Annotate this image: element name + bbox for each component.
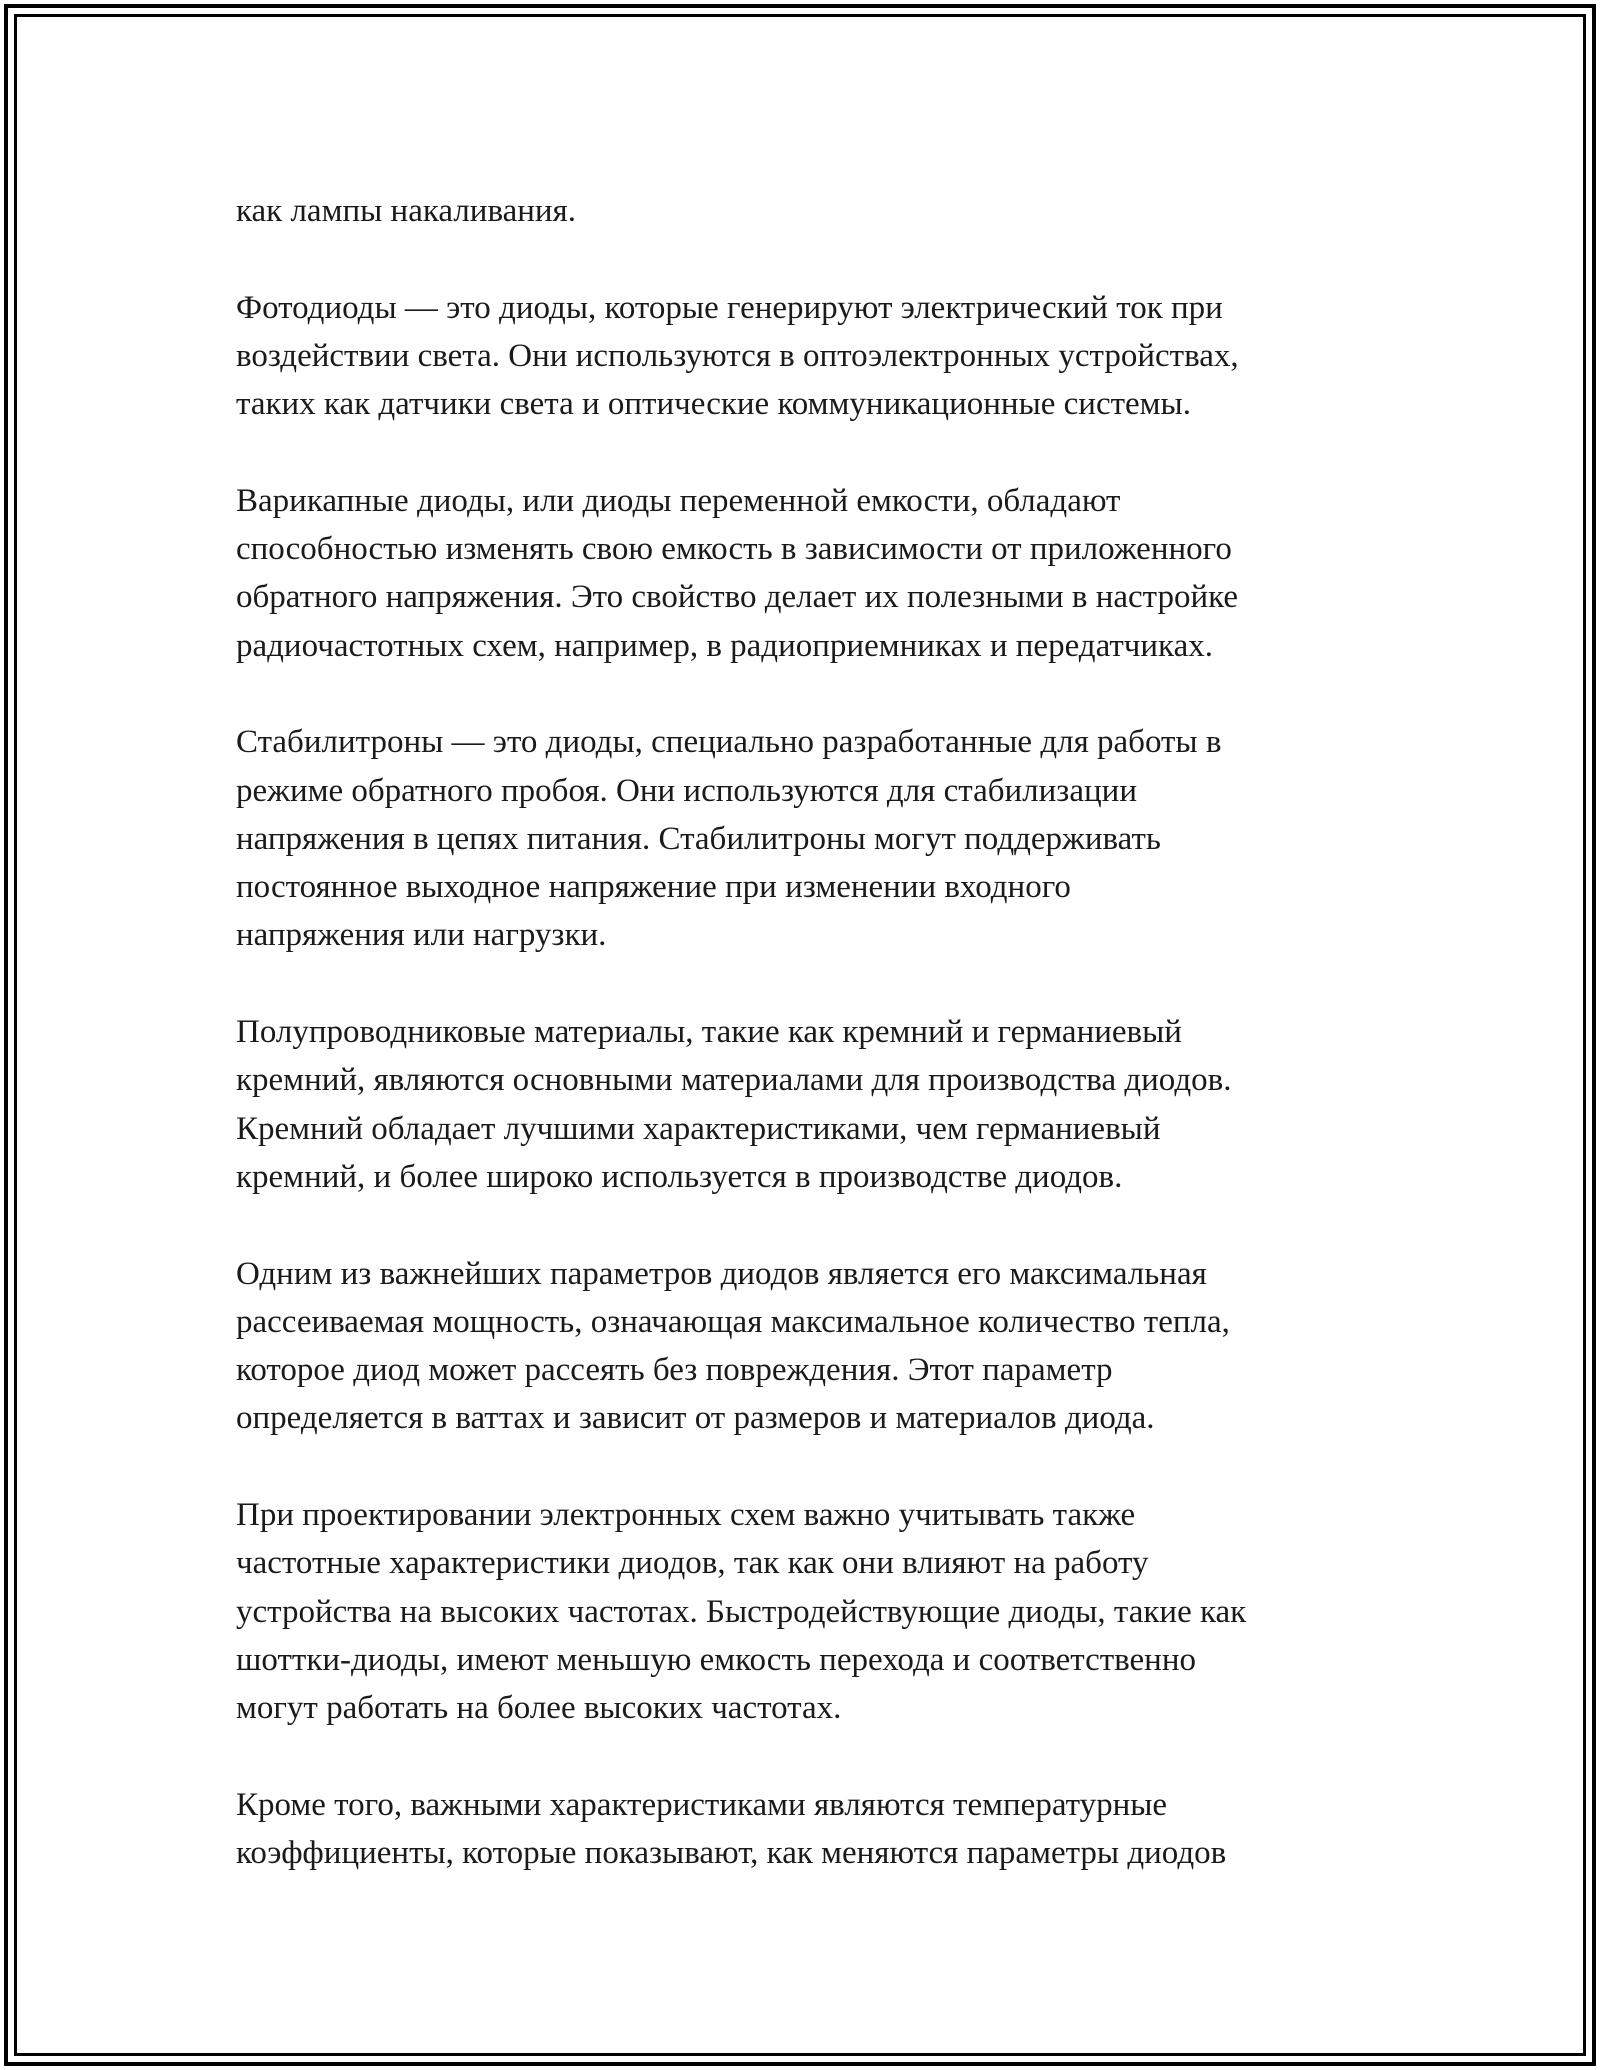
text-line: При проектировании электронных схем важно учитывать также [236, 1497, 1136, 1534]
text-line: Стабилитроны — это диоды, специально разработанные для работы в [236, 724, 1222, 761]
text-line: воздействии света. Они используются в оптоэлектронных устройствах, [236, 337, 1239, 374]
text-line: Кремний обладает лучшими характеристиками, чем германиевый [236, 1110, 1161, 1147]
paragraph [236, 284, 1386, 429]
paragraph [236, 1008, 1386, 1201]
text-line: напряжения в цепях питания. Стабилитроны могут поддерживать [236, 820, 1161, 857]
text-line: напряжения или нагрузки. [236, 917, 607, 954]
text-line: рассеиваемая мощность, означающая максимальное количество тепла, [236, 1303, 1230, 1340]
paragraph [236, 1781, 1386, 1878]
text-line: кремний, и более широко используется в производстве диодов. [236, 1158, 1123, 1195]
text-line: постоянное выходное напряжение при изменении входного [236, 869, 1071, 906]
text-line: устройства на высоких частотах. Быстродействующие диоды, такие как [236, 1593, 1247, 1630]
text-line: способностью изменять свою емкость в зависимости от приложенного [236, 531, 1232, 568]
paragraph [236, 477, 1386, 670]
text-line: таких как датчики света и оптические коммуникационные системы. [236, 386, 1191, 423]
text-line: Кроме того, важными характеристиками являются температурные [236, 1786, 1168, 1823]
text-line: которое диод может рассеять без повреждения. Этот параметр [236, 1352, 1113, 1389]
text-line: могут работать на более высоких частотах. [236, 1690, 842, 1727]
text-line: Одним из важнейших параметров диодов является его максимальная [236, 1255, 1207, 1292]
text-line: коэффициенты, которые показывают, как меняются параметры диодов [236, 1835, 1227, 1872]
text-line: Варикапные диоды, или диоды переменной емкости, обладают [236, 482, 1121, 519]
document-body [236, 187, 1386, 1926]
paragraph [236, 1250, 1386, 1443]
paragraph [236, 718, 1386, 959]
text-line: обратного напряжения. Это свойство делает их полезными в настройке [236, 579, 1239, 616]
text-line: как лампы накаливания. [236, 193, 576, 229]
text-line: радиочастотных схем, например, в радиоприемниках и передатчиках. [236, 627, 1213, 664]
paragraph [236, 1491, 1386, 1732]
text-line: определяется в ваттах и зависит от размеров и материалов диода. [236, 1400, 1155, 1437]
text-line: кремний, являются основными материалами для производства диодов. [236, 1062, 1232, 1099]
text-line: Полупроводниковые материалы, такие как кремний и германиевый [236, 1014, 1182, 1051]
paragraph [236, 187, 1386, 235]
text-line: шоттки-диоды, имеют меньшую емкость перехода и соответственно [236, 1641, 1196, 1678]
text-line: Фотодиоды — это диоды, которые генерируют электрический ток при [236, 289, 1223, 326]
text-line: режиме обратного пробоя. Они используются для стабилизации [236, 772, 1137, 809]
text-line: частотные характеристики диодов, так как они влияют на работу [236, 1545, 1149, 1582]
